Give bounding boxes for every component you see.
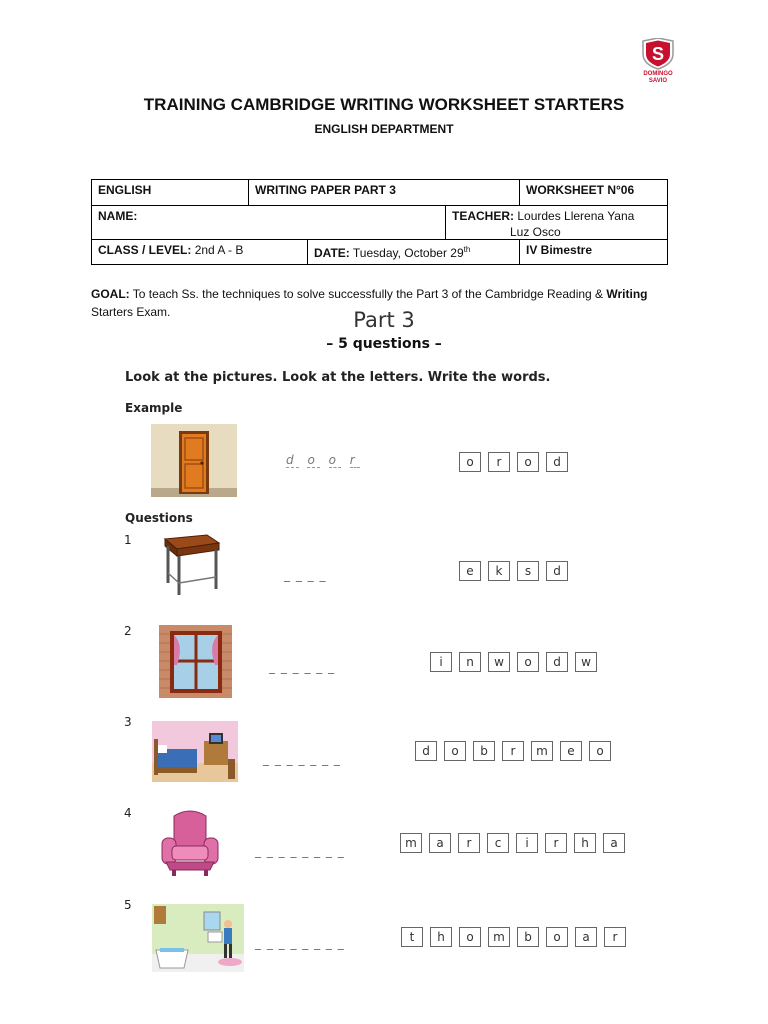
letter-box: o: [546, 927, 568, 947]
letter-box: c: [487, 833, 509, 853]
teacher-value: Lourdes Llerena Yana: [517, 209, 635, 223]
letter-box: b: [473, 741, 495, 761]
letter-box: r: [458, 833, 480, 853]
letter-box: r: [545, 833, 567, 853]
teacher-cell: [446, 206, 667, 240]
date-label: DATE:: [314, 246, 350, 260]
example-answer-letter: o: [328, 453, 341, 467]
paper-cell: [249, 180, 520, 206]
letter-box: b: [517, 927, 539, 947]
worksheet-text: WORKSHEET N°06: [526, 183, 635, 197]
question-1-letter-boxes: [459, 561, 575, 581]
letter-box: o: [517, 652, 539, 672]
letter-box: a: [575, 927, 597, 947]
example-answer: [286, 453, 360, 467]
letter-box: r: [502, 741, 524, 761]
teacher-value-line2: Luz Osco: [510, 225, 561, 239]
armchair-picture: [160, 808, 220, 878]
class-label: CLASS / LEVEL:: [98, 243, 192, 257]
letter-box: r: [604, 927, 626, 947]
logo-brand-line2: SAVIO: [648, 78, 668, 84]
letter-box: d: [546, 452, 568, 472]
page-subtitle: ENGLISH DEPARTMENT: [314, 122, 454, 136]
letter-box: o: [444, 741, 466, 761]
letter-box: o: [459, 927, 481, 947]
letter-box: n: [459, 652, 481, 672]
term-text: IV Bimestre: [526, 243, 593, 257]
bathroom-picture: [152, 904, 244, 972]
name-cell: [92, 206, 446, 240]
questions-heading: Questions: [125, 511, 193, 525]
school-logo: [637, 38, 679, 88]
letter-box: o: [517, 452, 539, 472]
class-cell: [92, 240, 308, 265]
svg-text:S: S: [651, 44, 665, 64]
answer-blank[interactable]: _ _ _ _: [284, 568, 327, 582]
goal-text: To teach Ss. the techniques to solve successfully the Part 3 of the Cambridge Reading &: [132, 287, 604, 301]
part-heading: Part 3: [353, 308, 415, 332]
subject-text: ENGLISH: [98, 183, 152, 197]
letter-box: i: [516, 833, 538, 853]
letter-box: i: [430, 652, 452, 672]
letter-box: m: [531, 741, 553, 761]
goal-label: GOAL:: [91, 287, 130, 301]
goal-text-bold: Writing: [606, 287, 648, 301]
date-value: Tuesday, October 29: [352, 246, 464, 260]
answer-blank[interactable]: _ _ _ _ _ _ _ _: [255, 844, 345, 858]
letter-box: w: [488, 652, 510, 672]
question-2-letter-boxes: [430, 652, 604, 672]
instruction-text: Look at the pictures. Look at the letters. Write the words.: [125, 370, 551, 385]
example-answer-letter: o: [307, 453, 320, 467]
letter-box: e: [459, 561, 481, 581]
letter-box: a: [603, 833, 625, 853]
example-heading: Example: [125, 401, 183, 415]
worksheet-cell: [520, 180, 667, 206]
example-answer-letter: d: [286, 453, 299, 467]
letter-box: d: [415, 741, 437, 761]
letter-box: h: [574, 833, 596, 853]
desk-picture: [160, 533, 224, 600]
letter-box: k: [488, 561, 510, 581]
logo-text: [637, 71, 679, 85]
letter-box: r: [488, 452, 510, 472]
bedroom-picture: [152, 721, 238, 782]
letter-box: s: [517, 561, 539, 581]
window-picture: [159, 625, 232, 698]
question-number: 1: [124, 533, 132, 547]
question-number: 2: [124, 624, 132, 638]
door-picture: [151, 424, 237, 497]
page-title: TRAINING CAMBRIDGE WRITING WORKSHEET STARTERS: [143, 95, 625, 114]
letter-box: t: [401, 927, 423, 947]
letter-box: a: [429, 833, 451, 853]
example-answer-letter: r: [349, 453, 360, 467]
answer-blank[interactable]: _ _ _ _ _ _ _ _: [255, 936, 345, 950]
letter-box: o: [459, 452, 481, 472]
name-label: NAME:: [98, 209, 138, 223]
info-table: [91, 179, 668, 265]
answer-blank[interactable]: _ _ _ _ _ _: [269, 660, 336, 674]
letter-box: d: [546, 561, 568, 581]
logo-brand-line1: DOMINGO: [643, 71, 673, 77]
date-suffix: th: [463, 245, 471, 254]
example-letter-boxes: [459, 452, 575, 472]
letter-box: d: [546, 652, 568, 672]
question-number: 4: [124, 806, 132, 820]
letter-box: h: [430, 927, 452, 947]
shield-icon: [640, 38, 676, 70]
question-4-letter-boxes: [400, 833, 632, 853]
goal-text-end: Starters Exam.: [91, 305, 171, 319]
answer-blank[interactable]: _ _ _ _ _ _ _: [263, 752, 341, 766]
teacher-label: TEACHER:: [452, 209, 514, 223]
question-5-letter-boxes: [401, 927, 633, 947]
letter-box: e: [560, 741, 582, 761]
term-cell: [520, 240, 667, 265]
question-number: 3: [124, 715, 132, 729]
date-cell: [308, 240, 520, 265]
class-value: 2nd A - B: [194, 243, 244, 257]
question-3-letter-boxes: [415, 741, 618, 761]
paper-text: WRITING PAPER PART 3: [255, 183, 396, 197]
letter-box: m: [488, 927, 510, 947]
letter-box: o: [589, 741, 611, 761]
question-number: 5: [124, 898, 132, 912]
letter-box: w: [575, 652, 597, 672]
subject-cell: [92, 180, 249, 206]
questions-count: – 5 questions –: [326, 336, 442, 352]
letter-box: m: [400, 833, 422, 853]
